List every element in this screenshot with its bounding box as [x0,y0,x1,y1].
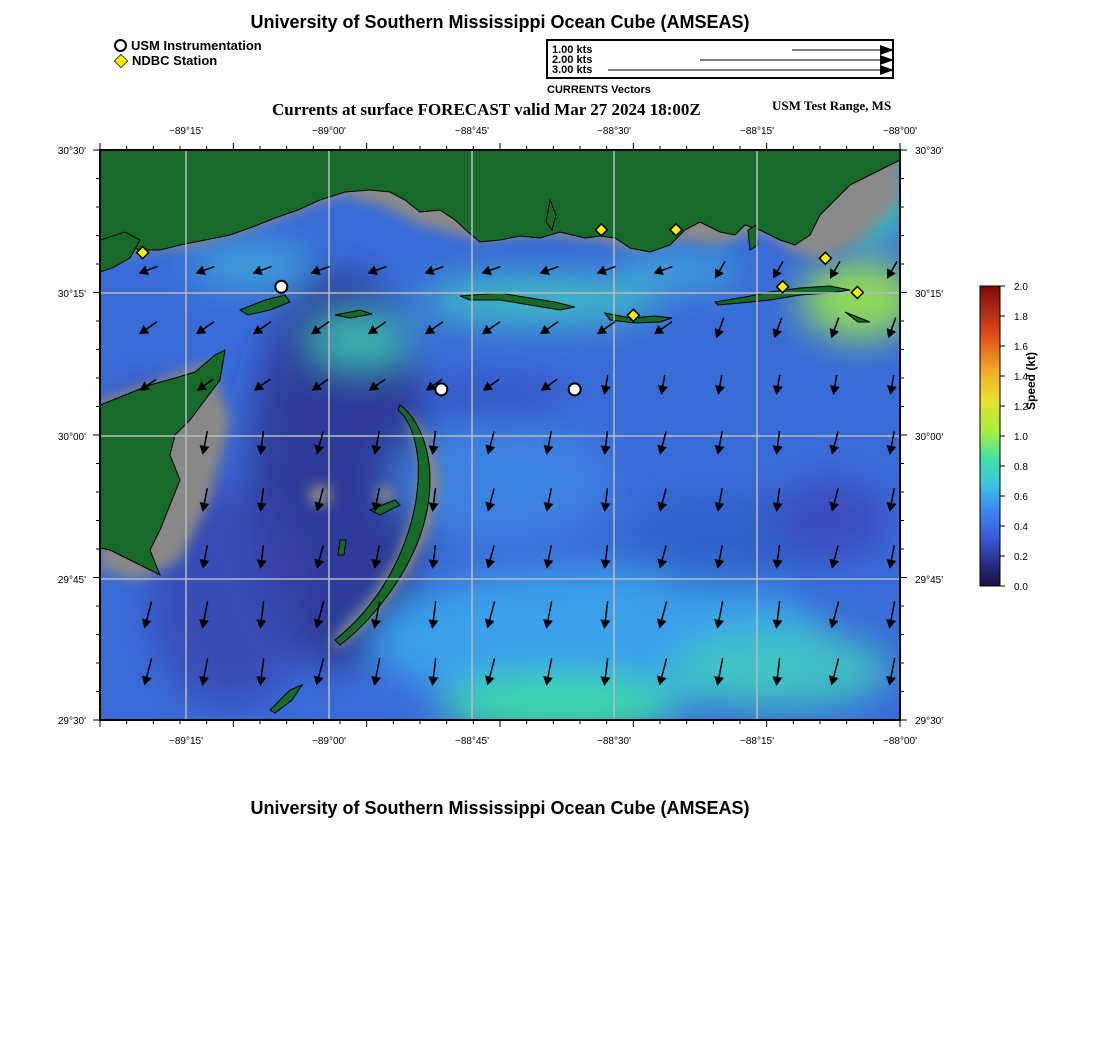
bottom-lon-label-2: −89°00' [312,736,346,747]
top-lon-label-5: −88°15' [740,126,774,137]
top-lon-labels [169,126,917,137]
right-lat-label-3: 30°00' [915,432,944,443]
top-lon-label-2: −89°00' [312,126,346,137]
left-lat-label-3: 30°00' [57,432,86,443]
speed-colorbar [960,275,1050,605]
right-lat-label-4: 29°45' [915,575,944,586]
left-lat-label-2: 30°15' [57,289,86,300]
colorbar-tick-label: 0.2 [1014,552,1028,563]
left-lat-label-4: 29°45' [57,575,86,586]
bottom-lon-label-1: −89°15' [169,736,203,747]
usm-instrument-marker[interactable] [275,281,287,293]
colorbar-tick-label: 1.8 [1014,312,1028,323]
vector-key-label-2: 2.00 kts [552,54,593,66]
left-lat-label-5: 29°30' [57,716,86,727]
colorbar-tick-label: 0.6 [1014,492,1028,503]
legend-ndbc-label: NDBC Station [132,53,218,68]
vector-key-label-3: 3.00 kts [552,64,593,76]
bottom-lon-label-5: −88°15' [740,736,774,747]
bottom-lon-label-6: −88°00' [883,736,917,747]
bottom-lon-label-4: −88°30' [597,736,631,747]
top-lon-label-4: −88°30' [597,126,631,137]
bottom-lon-label-3: −88°45' [455,736,489,747]
colorbar-gradient [980,286,1000,586]
colorbar-tick-label: 1.4 [1014,372,1028,383]
vector-key-caption: CURRENTS Vectors [547,84,651,96]
forecast-subtitle: Currents at surface FORECAST valid Mar 27 2024 18:00Z [272,100,701,119]
range-label: USM Test Range, MS [772,98,892,113]
top-lon-label-6: −88°00' [883,126,917,137]
footer-title: University of Southern Mississippi Ocean Cube (AMSEAS) [250,798,750,818]
left-lat-labels [58,146,86,727]
right-lat-label-5: 29°30' [915,716,944,727]
usm-instrument-marker[interactable] [569,383,581,395]
top-lon-label-3: −88°45' [455,126,489,137]
bottom-lon-labels [169,736,917,747]
colorbar-tick-label: 0.4 [1014,522,1028,533]
colorbar-title: Speed (kt) [1024,351,1038,410]
colorbar-tick-label: 0.8 [1014,462,1028,473]
colorbar-ticks [1000,282,1028,593]
legend-usm-label: USM Instrumentation [131,38,262,53]
top-lon-label-1: −89°15' [169,126,203,137]
right-lat-labels [915,146,943,727]
right-lat-label-2: 30°15' [915,289,944,300]
colorbar-tick-label: 1.6 [1014,342,1028,353]
left-lat-label-1: 30°30' [57,146,86,157]
colorbar-tick-label: 0.0 [1014,582,1028,593]
usm-instrument-marker[interactable] [435,383,447,395]
speed-field [90,150,920,735]
main-title: University of Southern Mississippi Ocean Cube (AMSEAS) [250,12,750,32]
colorbar-tick-label: 2.0 [1014,282,1028,293]
colorbar-tick-label: 1.2 [1014,402,1028,413]
colorbar-tick-label: 1.0 [1014,432,1028,443]
vector-key-label-1: 1.00 kts [552,44,593,56]
right-lat-label-1: 30°30' [915,146,944,157]
